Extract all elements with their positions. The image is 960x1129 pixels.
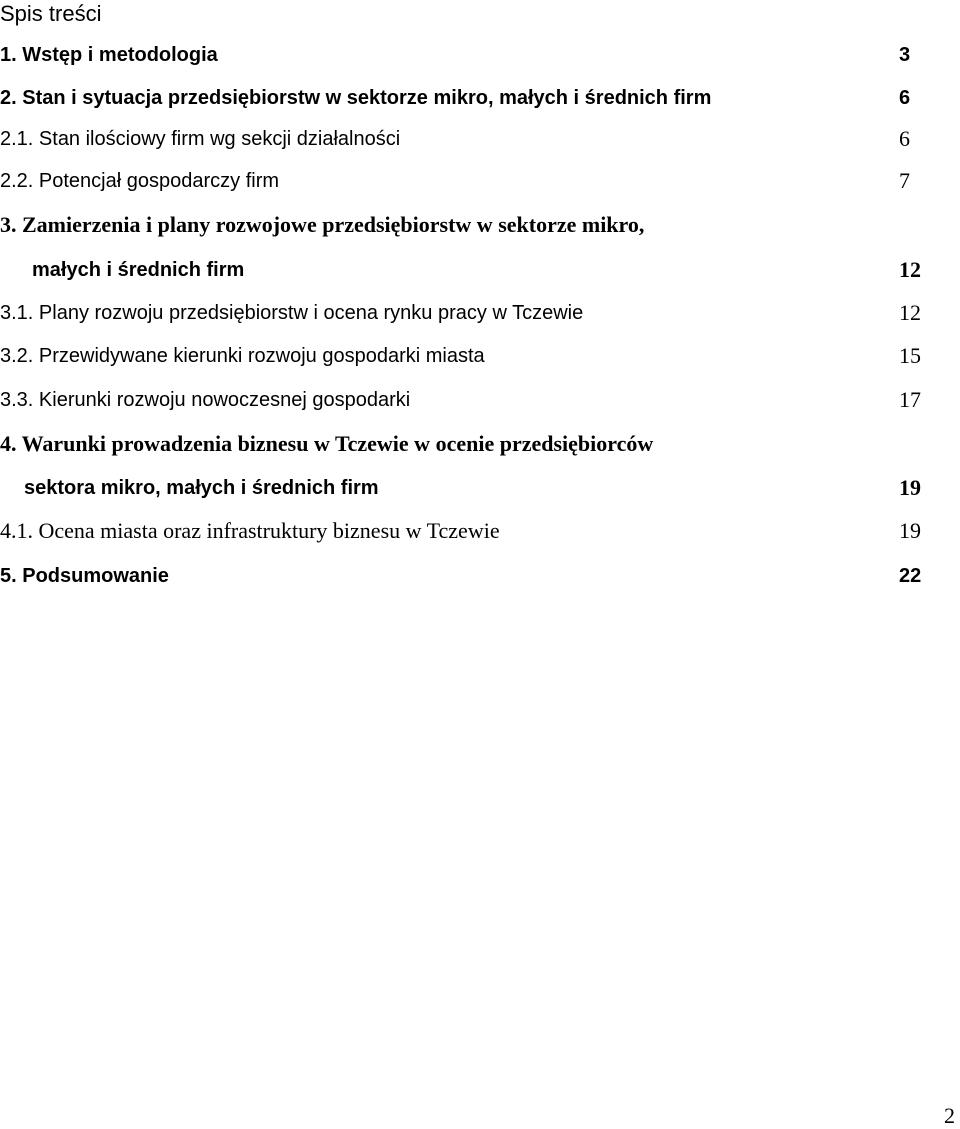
toc-entry-page: 3 xyxy=(899,44,911,66)
toc-entry-label: 3.2. Przewidywane kierunki rozwoju gospodarki miasta xyxy=(0,345,485,367)
page-number: 2 xyxy=(944,1103,955,1128)
toc-entry-label: 1. Wstęp i metodologia xyxy=(0,44,218,66)
toc-entry-label: 4. Warunki prowadzenia biznesu w Tczewie w ocenie przedsiębiorców xyxy=(0,431,654,456)
toc-entry-label: 2.2. Potencjał gospodarczy firm xyxy=(0,170,280,192)
toc-entry[interactable] xyxy=(0,516,960,546)
toc-entry-label: małych i średnich firm xyxy=(32,259,245,281)
toc-entry-label: 2.1. Stan ilościowy firm wg sekcji działalności xyxy=(0,128,401,150)
toc-title: Spis treści xyxy=(0,1,102,26)
toc-entry-page: 19 xyxy=(899,475,921,500)
toc-entry[interactable] xyxy=(0,341,960,371)
toc-entry-label: 3.3. Kierunki rozwoju nowoczesnej gospodarki xyxy=(0,389,411,411)
toc-entry-page: 15 xyxy=(899,343,921,368)
toc-entry[interactable] xyxy=(0,561,960,591)
toc-entry-label: 3.1. Plany rozwoju przedsiębiorstw i ocena rynku pracy w Tczewie xyxy=(0,302,584,324)
toc-entry[interactable] xyxy=(0,40,960,70)
toc-entry-label: sektora mikro, małych i średnich firm xyxy=(24,477,379,499)
toc-entry-page: 7 xyxy=(899,168,910,193)
toc-entry-label: 5. Podsumowanie xyxy=(0,565,169,587)
toc-entry-page: 6 xyxy=(899,87,911,109)
toc-entry[interactable] xyxy=(0,298,960,328)
toc-entry-label: 2. Stan i sytuacja przedsiębiorstw w sektorze mikro, małych i średnich firm xyxy=(0,87,712,109)
toc-entry-page: 22 xyxy=(899,565,922,587)
toc-entry[interactable] xyxy=(0,166,960,196)
toc-entry-continuation[interactable] xyxy=(0,473,960,503)
toc-entry-page: 19 xyxy=(899,518,921,543)
toc-entry-page: 12 xyxy=(899,257,921,282)
toc-entry[interactable] xyxy=(0,124,960,154)
toc-entry[interactable] xyxy=(0,429,960,459)
toc-entry-page: 12 xyxy=(899,300,921,325)
toc-entry-page: 6 xyxy=(899,126,910,151)
toc-entry-label: 3. Zamierzenia i plany rozwojowe przedsiębiorstw w sektorze mikro, xyxy=(0,212,645,237)
toc-entry-page: 17 xyxy=(899,387,921,412)
toc-entry-continuation[interactable] xyxy=(0,255,960,285)
toc-entry[interactable] xyxy=(0,385,960,415)
toc-entry[interactable] xyxy=(0,210,960,240)
toc-entry[interactable] xyxy=(0,83,960,113)
toc-entry-label: 4.1. Ocena miasta oraz infrastruktury biznesu w Tczewie xyxy=(0,518,500,543)
